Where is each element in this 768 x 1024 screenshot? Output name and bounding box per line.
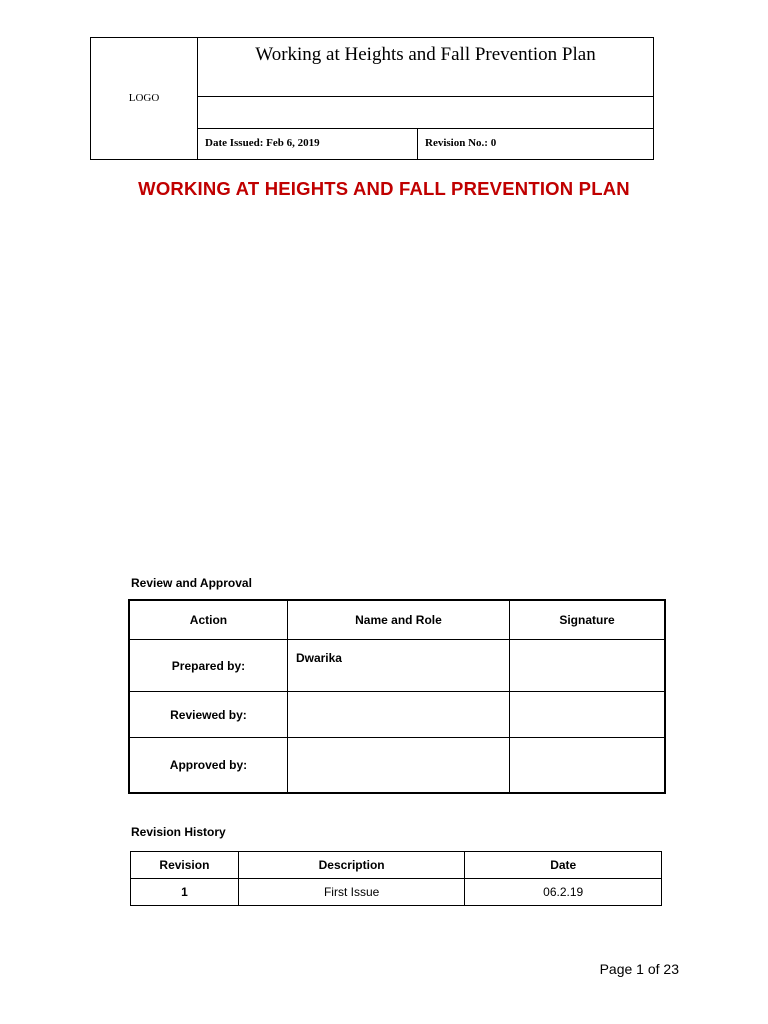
header-meta-row [198, 129, 653, 159]
name-role-cell [287, 692, 509, 738]
history-table-header [131, 852, 662, 879]
logo-cell [91, 38, 198, 159]
review-approval-table [128, 599, 666, 794]
table-row [129, 738, 665, 793]
header-title-cell [198, 38, 653, 97]
document-header-box [90, 37, 654, 160]
revision-history-label: Revision History [131, 825, 226, 839]
column-header-description: Description [238, 852, 465, 879]
name-role-cell: Dwarika [287, 640, 509, 692]
page-title: WORKING AT HEIGHTS AND FALL PREVENTION PLAN [138, 178, 630, 199]
signature-cell [510, 738, 665, 793]
review-table-header [129, 600, 665, 640]
date-issued: Date Issued: Feb 6, 2019 [205, 137, 320, 149]
page-number: Page 1 of 23 [599, 961, 679, 977]
column-header-revision: Revision [131, 852, 239, 879]
header-blank-cell [198, 97, 653, 129]
action-cell: Approved by: [129, 738, 287, 793]
revision-no-cell [418, 129, 653, 159]
review-approval-label: Review and Approval [131, 576, 252, 590]
revision-cell: 1 [131, 879, 239, 906]
logo-placeholder: LOGO [128, 92, 160, 104]
description-cell: First Issue [238, 879, 465, 906]
column-header-name-role: Name and Role [287, 600, 509, 640]
header-title: Working at Heights and Fall Prevention Plan [255, 44, 596, 65]
date-cell: 06.2.19 [465, 879, 662, 906]
column-header-signature: Signature [510, 600, 665, 640]
signature-cell [510, 640, 665, 692]
date-issued-cell [198, 129, 418, 159]
action-cell: Prepared by: [129, 640, 287, 692]
column-header-action: Action [129, 600, 287, 640]
name-role-cell [287, 738, 509, 793]
revision-number: Revision No.: 0 [425, 137, 497, 149]
signature-cell [510, 692, 665, 738]
revision-history-table [130, 851, 662, 906]
action-cell: Reviewed by: [129, 692, 287, 738]
table-row [129, 640, 665, 692]
table-row [129, 692, 665, 738]
column-header-date: Date [465, 852, 662, 879]
table-row [131, 879, 662, 906]
